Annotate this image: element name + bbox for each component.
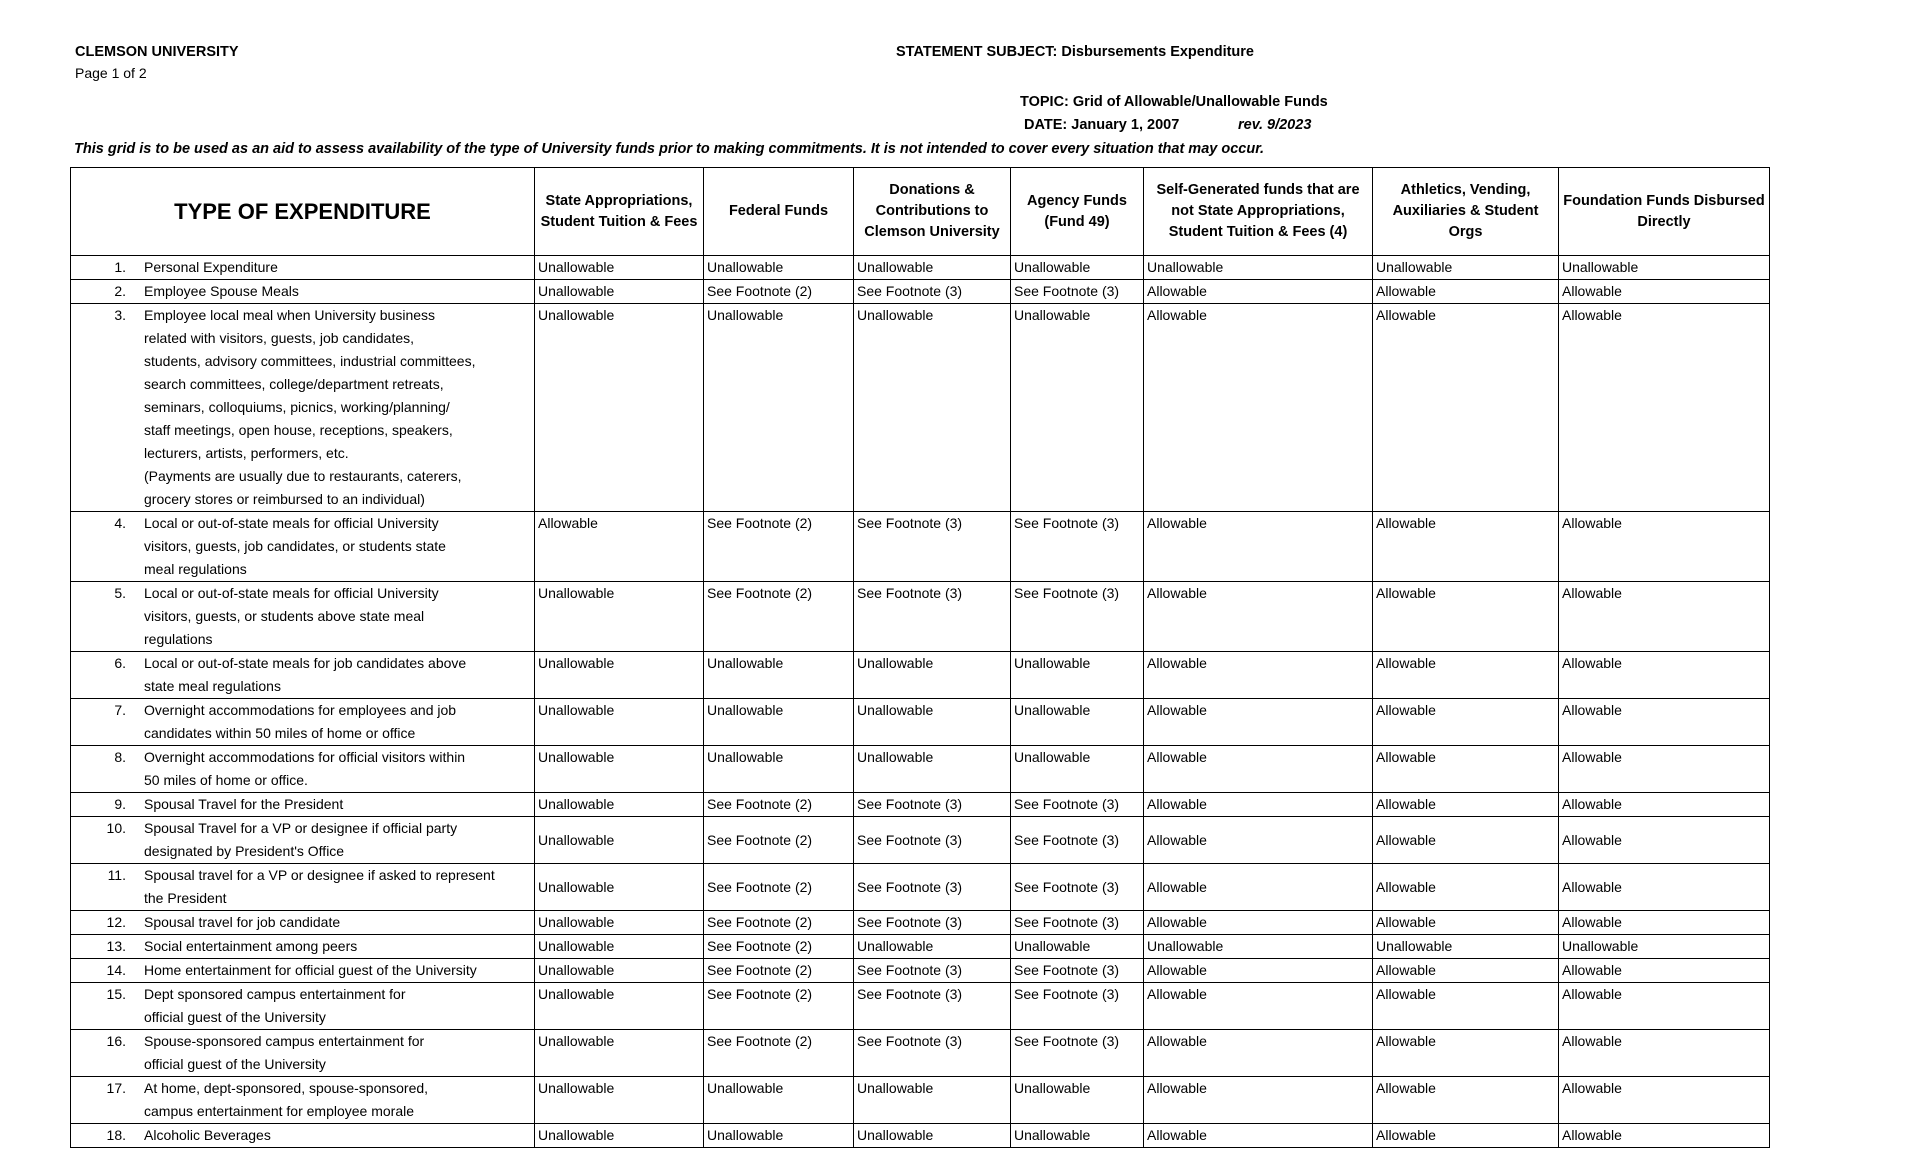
fund-status-cell: Allowable: [1373, 280, 1559, 304]
row-number: 18.: [106, 1127, 126, 1143]
topic: TOPIC: Grid of Allowable/Unallowable Funds: [1020, 94, 1328, 110]
fund-status-cell: Allowable: [1144, 959, 1373, 983]
row-number: 10.: [106, 820, 126, 836]
fund-status-cell: Unallowable: [1011, 699, 1144, 746]
fund-status-cell: See Footnote (3): [854, 1030, 1011, 1077]
fund-status-cell: Allowable: [1373, 817, 1559, 864]
page-number: Page 1 of 2: [75, 65, 147, 81]
fund-status-cell: See Footnote (3): [1011, 1030, 1144, 1077]
fund-status-cell: Allowable: [1144, 582, 1373, 652]
fund-status-cell: Unallowable: [854, 1077, 1011, 1124]
expenditure-description-line: grocery stores or reimbursed to an individual): [144, 491, 425, 507]
fund-status-cell: Allowable: [1559, 304, 1770, 512]
table-row: [71, 864, 1770, 911]
fund-status-cell: See Footnote (3): [1011, 983, 1144, 1030]
expenditure-description-line: Local or out-of-state meals for official University: [144, 585, 439, 601]
expenditure-type-cell: [71, 652, 535, 699]
fund-status-cell: Unallowable: [1011, 1124, 1144, 1148]
fund-status-cell: See Footnote (3): [854, 793, 1011, 817]
fund-status-cell: Unallowable: [1011, 935, 1144, 959]
row-number: 1.: [114, 259, 126, 275]
expenditure-description-line: Employee local meal when University business: [144, 307, 436, 323]
table-row: [71, 959, 1770, 983]
expenditure-type-cell: [71, 817, 535, 864]
expenditure-description-line: Spousal travel for job candidate: [144, 914, 341, 930]
fund-status-cell: Allowable: [1559, 582, 1770, 652]
fund-status-cell: Unallowable: [854, 256, 1011, 280]
expenditure-description-line: 50 miles of home or office.: [144, 772, 308, 788]
col-header-type: TYPE OF EXPENDITURE: [71, 168, 535, 256]
table-row: [71, 652, 1770, 699]
fund-status-cell: See Footnote (3): [1011, 793, 1144, 817]
fund-status-cell: See Footnote (3): [1011, 512, 1144, 582]
fund-status-cell: Allowable: [1144, 746, 1373, 793]
fund-status-cell: Unallowable: [535, 304, 704, 512]
fund-status-cell: Allowable: [1373, 582, 1559, 652]
fund-status-cell: Allowable: [1144, 864, 1373, 911]
expenditure-type-cell: [71, 911, 535, 935]
fund-status-cell: Allowable: [1373, 1030, 1559, 1077]
expenditure-description-line: official guest of the University: [144, 1009, 326, 1025]
fund-status-cell: Unallowable: [854, 935, 1011, 959]
expenditure-type-cell: [71, 1077, 535, 1124]
expenditure-description-line: Spousal Travel for a VP or designee if official party: [144, 820, 458, 836]
fund-status-cell: Allowable: [1559, 1077, 1770, 1124]
expenditure-type-cell: [71, 1124, 535, 1148]
row-number: 17.: [106, 1080, 126, 1096]
fund-status-cell: Allowable: [1373, 304, 1559, 512]
expenditure-description-line: Home entertainment for official guest of the University: [144, 962, 477, 978]
fund-status-cell: Unallowable: [1373, 256, 1559, 280]
fund-status-cell: See Footnote (2): [704, 983, 854, 1030]
usage-note: This grid is to be used as an aid to assess availability of the type of University funds prior to making commitments. It is not intended to cover every situation that may occur.: [74, 141, 1265, 157]
fund-status-cell: Allowable: [1559, 959, 1770, 983]
expenditure-type-cell: [71, 699, 535, 746]
fund-status-cell: See Footnote (2): [704, 817, 854, 864]
expenditure-description-line: search committees, college/department retreats,: [144, 376, 444, 392]
fund-status-cell: Unallowable: [704, 652, 854, 699]
expenditure-description-line: staff meetings, open house, receptions, speakers,: [144, 422, 453, 438]
fund-status-cell: Unallowable: [535, 280, 704, 304]
fund-status-cell: Unallowable: [535, 582, 704, 652]
fund-status-cell: Unallowable: [535, 746, 704, 793]
table-row: [71, 935, 1770, 959]
expenditure-description-line: Spouse-sponsored campus entertainment for: [144, 1033, 425, 1049]
fund-status-cell: See Footnote (3): [1011, 280, 1144, 304]
table-row: [71, 746, 1770, 793]
fund-status-cell: Unallowable: [1559, 935, 1770, 959]
fund-status-cell: See Footnote (2): [704, 935, 854, 959]
col-header-federal: Federal Funds: [704, 168, 854, 256]
fund-status-cell: Unallowable: [535, 1124, 704, 1148]
expenditure-type-cell: [71, 512, 535, 582]
fund-status-cell: Unallowable: [704, 1077, 854, 1124]
expenditure-grid: [70, 167, 1770, 1148]
expenditure-description-line: related with visitors, guests, job candidates,: [144, 330, 415, 346]
fund-status-cell: Unallowable: [535, 1077, 704, 1124]
statement-subject: STATEMENT SUBJECT: Disbursements Expenditure: [896, 44, 1254, 60]
fund-status-cell: See Footnote (2): [704, 959, 854, 983]
expenditure-description-line: (Payments are usually due to restaurants, caterers,: [144, 468, 462, 484]
expenditure-type-cell: [71, 582, 535, 652]
expenditure-description-line: Personal Expenditure: [144, 259, 278, 275]
fund-status-cell: Allowable: [1144, 1077, 1373, 1124]
fund-status-cell: Allowable: [1144, 512, 1373, 582]
fund-status-cell: Unallowable: [1011, 304, 1144, 512]
fund-status-cell: See Footnote (3): [854, 959, 1011, 983]
expenditure-description-line: Overnight accommodations for employees and job: [144, 702, 457, 718]
fund-status-cell: Unallowable: [535, 652, 704, 699]
fund-status-cell: Allowable: [1559, 1030, 1770, 1077]
header-row: [71, 168, 1770, 256]
expenditure-type-cell: [71, 864, 535, 911]
fund-status-cell: Allowable: [1373, 746, 1559, 793]
row-number: 7.: [114, 702, 126, 718]
fund-status-cell: Unallowable: [1144, 935, 1373, 959]
row-number: 9.: [114, 796, 126, 812]
fund-status-cell: Unallowable: [704, 1124, 854, 1148]
fund-status-cell: Unallowable: [1011, 1077, 1144, 1124]
expenditure-description-line: lecturers, artists, performers, etc.: [144, 445, 349, 461]
expenditure-type-cell: [71, 959, 535, 983]
fund-status-cell: Unallowable: [1011, 256, 1144, 280]
fund-status-cell: Allowable: [1373, 699, 1559, 746]
fund-status-cell: Unallowable: [535, 959, 704, 983]
fund-status-cell: Allowable: [1144, 652, 1373, 699]
expenditure-description-line: Overnight accommodations for official visitors within: [144, 749, 466, 765]
fund-status-cell: See Footnote (2): [704, 582, 854, 652]
fund-status-cell: Allowable: [1144, 699, 1373, 746]
fund-status-cell: Unallowable: [535, 793, 704, 817]
expenditure-description-line: meal regulations: [144, 561, 247, 577]
fund-status-cell: Allowable: [1144, 817, 1373, 864]
expenditure-type-cell: [71, 1030, 535, 1077]
fund-status-cell: See Footnote (3): [1011, 959, 1144, 983]
fund-status-cell: Allowable: [1559, 1124, 1770, 1148]
col-header-state: State Appropriations, Student Tuition & Fees: [535, 168, 704, 256]
fund-status-cell: Allowable: [1144, 911, 1373, 935]
expenditure-type-cell: [71, 746, 535, 793]
fund-status-cell: Unallowable: [854, 652, 1011, 699]
fund-status-cell: See Footnote (3): [854, 911, 1011, 935]
expenditure-description-line: At home, dept-sponsored, spouse-sponsored,: [144, 1080, 429, 1096]
fund-status-cell: Allowable: [1559, 280, 1770, 304]
row-number: 12.: [106, 914, 126, 930]
fund-status-cell: Allowable: [1373, 864, 1559, 911]
fund-status-cell: Unallowable: [535, 699, 704, 746]
fund-status-cell: Unallowable: [535, 256, 704, 280]
fund-status-cell: See Footnote (3): [854, 280, 1011, 304]
table-row: [71, 983, 1770, 1030]
expenditure-type-cell: [71, 983, 535, 1030]
fund-status-cell: See Footnote (3): [854, 582, 1011, 652]
col-header-agency: Agency Funds (Fund 49): [1011, 168, 1144, 256]
fund-status-cell: See Footnote (3): [854, 512, 1011, 582]
expenditure-description-line: Social entertainment among peers: [144, 938, 358, 954]
row-number: 13.: [106, 938, 126, 954]
fund-status-cell: Allowable: [1144, 304, 1373, 512]
col-header-foundation: Foundation Funds Disbursed Directly: [1559, 168, 1770, 256]
fund-status-cell: Allowable: [1373, 512, 1559, 582]
fund-status-cell: Unallowable: [535, 983, 704, 1030]
fund-status-cell: Unallowable: [854, 304, 1011, 512]
expenditure-description-line: designated by President's Office: [144, 843, 345, 859]
expenditure-type-cell: [71, 256, 535, 280]
fund-status-cell: Allowable: [1559, 746, 1770, 793]
fund-status-cell: Unallowable: [704, 304, 854, 512]
expenditure-description-line: official guest of the University: [144, 1056, 326, 1072]
expenditure-type-cell: [71, 935, 535, 959]
fund-status-cell: Allowable: [1373, 793, 1559, 817]
col-header-athletics: Athletics, Vending, Auxiliaries & Student Orgs: [1373, 168, 1559, 256]
fund-status-cell: See Footnote (3): [854, 864, 1011, 911]
row-number: 6.: [114, 655, 126, 671]
fund-status-cell: Allowable: [1559, 652, 1770, 699]
expenditure-type-cell: [71, 280, 535, 304]
fund-status-cell: Unallowable: [535, 911, 704, 935]
fund-status-cell: Allowable: [1373, 1124, 1559, 1148]
fund-status-cell: Unallowable: [535, 935, 704, 959]
fund-status-cell: See Footnote (2): [704, 911, 854, 935]
expenditure-description-line: candidates within 50 miles of home or office: [144, 725, 416, 741]
col-header-self-generated: Self-Generated funds that are not State Appropriations, Student Tuition & Fees (4): [1144, 168, 1373, 256]
fund-status-cell: Allowable: [1559, 512, 1770, 582]
fund-status-cell: See Footnote (3): [854, 817, 1011, 864]
expenditure-description-line: seminars, colloquiums, picnics, working/planning/: [144, 399, 450, 415]
fund-status-cell: See Footnote (3): [1011, 864, 1144, 911]
fund-status-cell: Allowable: [1559, 983, 1770, 1030]
fund-status-cell: Unallowable: [854, 746, 1011, 793]
expenditure-description-line: visitors, guests, job candidates, or students state: [144, 538, 446, 554]
expenditure-description-line: Employee Spouse Meals: [144, 283, 299, 299]
fund-status-cell: Unallowable: [1011, 652, 1144, 699]
fund-status-cell: See Footnote (2): [704, 512, 854, 582]
fund-status-cell: See Footnote (2): [704, 864, 854, 911]
table-row: [71, 1124, 1770, 1148]
expenditure-type-cell: [71, 793, 535, 817]
fund-status-cell: Unallowable: [535, 817, 704, 864]
fund-status-cell: Allowable: [1144, 793, 1373, 817]
expenditure-description-line: Local or out-of-state meals for job candidates above: [144, 655, 467, 671]
org-name: CLEMSON UNIVERSITY: [75, 44, 239, 60]
fund-status-cell: Allowable: [1559, 864, 1770, 911]
row-number: 15.: [106, 986, 126, 1002]
fund-status-cell: Unallowable: [535, 1030, 704, 1077]
fund-status-cell: See Footnote (3): [1011, 817, 1144, 864]
row-number: 8.: [114, 749, 126, 765]
fund-status-cell: Unallowable: [704, 699, 854, 746]
row-number: 14.: [106, 962, 126, 978]
fund-status-cell: Allowable: [1373, 959, 1559, 983]
table-row: [71, 911, 1770, 935]
table-row: [71, 1030, 1770, 1077]
expenditure-description-line: Alcoholic Beverages: [144, 1127, 271, 1143]
table-row: [71, 256, 1770, 280]
fund-status-cell: See Footnote (2): [704, 280, 854, 304]
fund-status-cell: Allowable: [1373, 652, 1559, 699]
fund-status-cell: Allowable: [1373, 911, 1559, 935]
row-number: 2.: [114, 283, 126, 299]
table-row: [71, 793, 1770, 817]
expenditure-description-line: campus entertainment for employee morale: [144, 1103, 415, 1119]
table-row: [71, 582, 1770, 652]
fund-status-cell: Unallowable: [854, 699, 1011, 746]
fund-status-cell: Allowable: [1144, 983, 1373, 1030]
fund-status-cell: Allowable: [1373, 1077, 1559, 1124]
table-row: [71, 817, 1770, 864]
fund-status-cell: Unallowable: [1559, 256, 1770, 280]
expenditure-description-line: visitors, guests, or students above state meal: [144, 608, 425, 624]
fund-status-cell: Unallowable: [704, 256, 854, 280]
table-row: [71, 512, 1770, 582]
fund-status-cell: See Footnote (3): [1011, 582, 1144, 652]
expenditure-description-line: state meal regulations: [144, 678, 281, 694]
fund-status-cell: Unallowable: [1144, 256, 1373, 280]
col-header-donations: Donations & Contributions to Clemson University: [854, 168, 1011, 256]
fund-status-cell: Unallowable: [535, 864, 704, 911]
fund-status-cell: Allowable: [1559, 817, 1770, 864]
fund-status-cell: Allowable: [1559, 699, 1770, 746]
table-row: [71, 304, 1770, 512]
fund-status-cell: Unallowable: [704, 746, 854, 793]
fund-status-cell: See Footnote (2): [704, 793, 854, 817]
fund-status-cell: Allowable: [1559, 793, 1770, 817]
fund-status-cell: Unallowable: [1373, 935, 1559, 959]
fund-status-cell: Unallowable: [1011, 746, 1144, 793]
row-number: 4.: [114, 515, 126, 531]
fund-status-cell: Allowable: [1144, 280, 1373, 304]
expenditure-description-line: Spousal travel for a VP or designee if asked to represent: [144, 867, 495, 883]
expenditure-description-line: Spousal Travel for the President: [144, 796, 344, 812]
fund-status-cell: Allowable: [1373, 983, 1559, 1030]
expenditure-description-line: students, advisory committees, industrial committees,: [144, 353, 476, 369]
fund-status-cell: Unallowable: [854, 1124, 1011, 1148]
revision: rev. 9/2023: [1238, 117, 1312, 133]
fund-status-cell: See Footnote (2): [704, 1030, 854, 1077]
row-number: 3.: [114, 307, 126, 323]
expenditure-description-line: regulations: [144, 631, 213, 647]
fund-status-cell: Allowable: [1144, 1030, 1373, 1077]
fund-status-cell: See Footnote (3): [854, 983, 1011, 1030]
row-number: 16.: [106, 1033, 126, 1049]
expenditure-description-line: Local or out-of-state meals for official University: [144, 515, 439, 531]
row-number: 11.: [107, 867, 126, 883]
fund-status-cell: Allowable: [1559, 911, 1770, 935]
table-row: [71, 280, 1770, 304]
row-number: 5.: [114, 585, 126, 601]
expenditure-type-cell: [71, 304, 535, 512]
expenditure-description-line: Dept sponsored campus entertainment for: [144, 986, 406, 1002]
fund-status-cell: Allowable: [1144, 1124, 1373, 1148]
expenditure-description-line: the President: [144, 890, 227, 906]
table-row: [71, 1077, 1770, 1124]
fund-status-cell: See Footnote (3): [1011, 911, 1144, 935]
date: DATE: January 1, 2007: [1024, 117, 1180, 133]
fund-status-cell: Allowable: [535, 512, 704, 582]
table-row: [71, 699, 1770, 746]
